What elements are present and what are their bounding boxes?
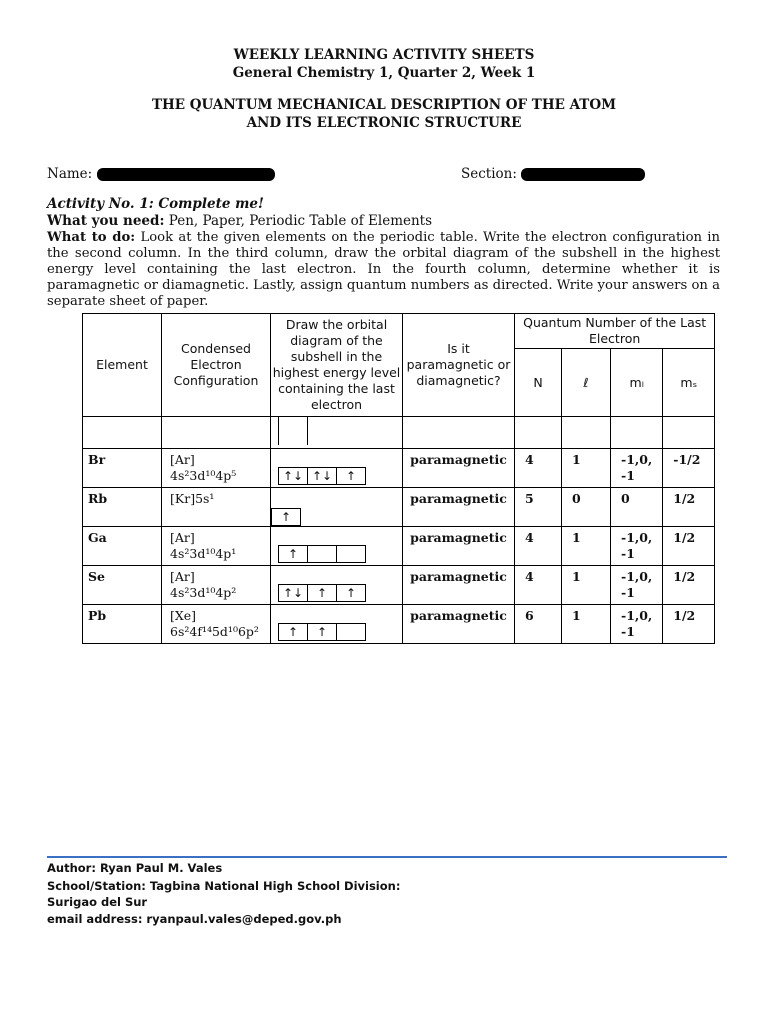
name-redaction [97,168,275,181]
cell-diagram [271,449,403,488]
cell-n: 4 [515,566,562,605]
config-valence: 4s²3d¹⁰4p⁵ [170,468,237,483]
cell-element: Br [83,449,162,488]
table-row [83,566,715,605]
header-magnetic: Is it paramagnetic or diamagnetic? [403,314,515,417]
cell-ms: -1/2 [663,449,715,488]
orbital-box: ↑↓ [308,468,337,484]
orbital-diagram [278,584,366,602]
topic-title-line2: AND ITS ELECTRONIC STRUCTURE [246,115,522,131]
header-ms: mₛ [663,349,715,417]
header-element: Element [83,314,162,417]
header-quantum: Quantum Number of the Last Electron [515,314,715,349]
orbital-box [337,624,365,640]
config-valence: 6s²4f¹⁴5d¹⁰6p² [170,624,259,639]
cell-diagram [271,605,403,644]
cell-diagram [271,527,403,566]
header-l: ℓ [562,349,611,417]
cell-ms: 1/2 [663,566,715,605]
footer-email: email address: ryanpaul.vales@deped.gov.ph [47,912,342,926]
orbital-box: ↑ [308,624,337,640]
orbital-box: ↑ [279,546,308,562]
section-redaction [521,168,645,181]
cell-ml: 0 [611,488,663,527]
config-core: [Xe] [170,608,197,623]
cell-config [162,488,271,527]
cell-n: 4 [515,527,562,566]
header-ml: mₗ [611,349,663,417]
cell-l: 1 [562,449,611,488]
activity-title: Activity No. 1: Complete me! [47,196,264,212]
cell-config [162,527,271,566]
worksheet-table [82,313,715,644]
orbital-diagram [278,545,366,563]
orbital-box: ↑ [279,624,308,640]
orbital-diagram [278,623,366,641]
need-label: What you need: [47,213,165,229]
orbital-diagram [271,508,301,526]
cell-l: 1 [562,605,611,644]
orbital-box: ↑ [308,585,337,601]
need-text: Pen, Paper, Periodic Table of Elements [164,213,433,229]
config-core: [Ar] [170,452,195,467]
cell-ml: -1,0, -1 [611,566,663,605]
footer-author: Author: Ryan Paul M. Vales [47,861,223,875]
orbital-box: ↑ [280,510,292,524]
cell-l: 0 [562,488,611,527]
section-field [461,166,645,182]
header-diagram: Draw the orbital diagram of the subshell in the highest energy level containing the last electron [271,314,403,417]
orbital-box: ↑ [345,469,357,483]
section-label: Section: [461,166,517,182]
orbital-box: ↑↓ [279,585,308,601]
what-you-need [47,213,432,229]
cell-config [162,566,271,605]
cell-ms: 1/2 [663,527,715,566]
cell-diagram [271,566,403,605]
config-core: [Kr]5s¹ [170,491,215,506]
todo-label: What to do: [47,230,136,245]
orbital-diagram [278,467,366,485]
footer-rule [47,856,727,858]
sheet-header-line1: WEEKLY LEARNING ACTIVITY SHEETS [233,47,535,63]
cell-ml: -1,0, -1 [611,449,663,488]
cell-n: 6 [515,605,562,644]
config-core: [Ar] [170,569,195,584]
cell-magnetic: paramagnetic [403,566,515,605]
config-core: [Ar] [170,530,195,545]
header-n: N [515,349,562,417]
orbital-box: ↑ [345,586,357,600]
cell-config [162,449,271,488]
cell-l: 1 [562,527,611,566]
cell-magnetic: paramagnetic [403,527,515,566]
cell-l: 1 [562,566,611,605]
cell-diagram [271,488,403,527]
cell-magnetic: paramagnetic [403,605,515,644]
cell-n: 5 [515,488,562,527]
cell-n: 4 [515,449,562,488]
orbital-box [337,546,365,562]
name-label: Name: [47,166,93,182]
table-row [83,605,715,644]
header-config: Condensed Electron Configuration [162,314,271,417]
table-row [83,449,715,488]
name-field [47,166,275,182]
cell-element: Se [83,566,162,605]
cell-ml: -1,0, -1 [611,605,663,644]
cell-magnetic: paramagnetic [403,488,515,527]
cell-ms: 1/2 [663,488,715,527]
footer-division: Surigao del Sur [47,895,148,909]
cell-magnetic: paramagnetic [403,449,515,488]
orbital-box: ↑↓ [279,468,308,484]
table-row [83,488,715,527]
spacer-row [83,417,715,449]
cell-ml: -1,0, -1 [611,527,663,566]
cell-ms: 1/2 [663,605,715,644]
cell-element: Rb [83,488,162,527]
instructions [47,230,720,310]
orbital-box [308,546,337,562]
cell-config [162,605,271,644]
footer-school: School/Station: Tagbina National High School Division: [47,879,401,893]
topic-title-line1: THE QUANTUM MECHANICAL DESCRIPTION OF THE ATOM [151,97,617,113]
cell-element: Ga [83,527,162,566]
config-valence: 4s²3d¹⁰4p¹ [170,546,237,561]
config-valence: 4s²3d¹⁰4p² [170,585,237,600]
sheet-header-line2: General Chemistry 1, Quarter 2, Week 1 [232,65,536,81]
cell-element: Pb [83,605,162,644]
todo-text: Look at the given elements on the periodic table. Write the electron configuration in the second column. In the third column, draw the orbital diagram of the subshell in the highest energy level containing the last electron. In the fourth column, determine whether it is paramagnetic or diamagnetic. Lastly, assign quantum numbers as directed. Write your answers on a separate sheet of paper. [47,230,720,309]
table-row [83,527,715,566]
